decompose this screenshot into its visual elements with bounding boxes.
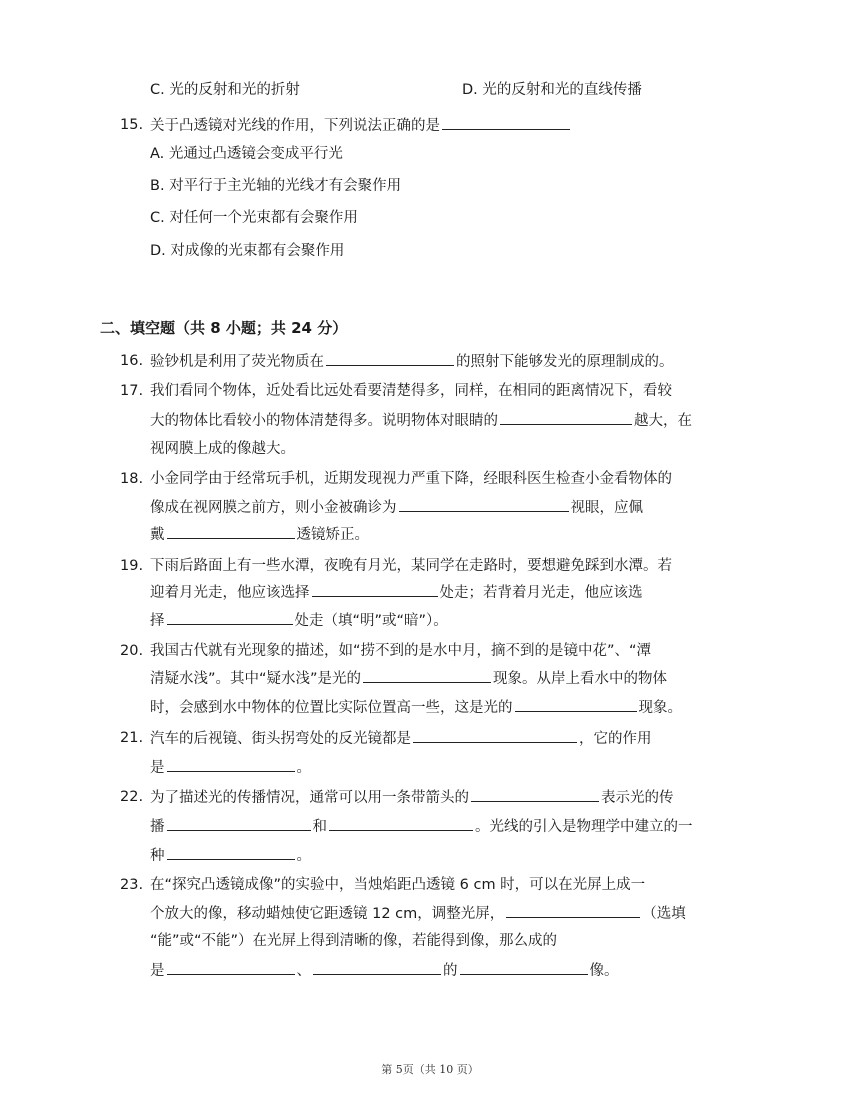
q23-line4 [150, 960, 619, 981]
q22-line2-b: 和 [312, 819, 327, 835]
q21-blank-2[interactable] [167, 757, 295, 772]
q22-blank-3[interactable] [329, 816, 473, 831]
q20-line2-b: 现象。从岸上看水中的物体 [493, 671, 668, 687]
q14-option-d: D. 光的反射和光的直线传播 [462, 82, 642, 98]
q17-line2-a: 大的物体比看较小的物体清楚得多。说明物体对眼睛的 [150, 413, 498, 429]
q23-blank-4[interactable] [460, 960, 588, 975]
q22-blank-4[interactable] [167, 845, 295, 860]
q21-line2-b: 。 [296, 760, 311, 776]
q18-line2-b: 视眼，应佩 [570, 500, 643, 516]
q23-blank-3[interactable] [313, 960, 441, 975]
q15-option-c: C. 对任何一个光束都有会聚作用 [150, 210, 358, 226]
q22-line3-a: 种 [150, 848, 165, 864]
q15-option-a: A. 光通过凸透镜会变成平行光 [150, 146, 343, 162]
q18-line1: 小金同学由于经常玩手机，近期发现视力严重下降，经眼科医生检查小金看物体的 [150, 471, 672, 487]
q23-blank-2[interactable] [167, 960, 295, 975]
q23-line1: 在“探究凸透镜成像”的实验中，当烛焰距凸透镜 6 cm 时，可以在光屏上成一 [150, 877, 646, 893]
q18-number: 18. [120, 471, 144, 487]
q17-number: 17. [120, 383, 144, 399]
q15-number: 15. [120, 117, 144, 133]
q21-line2 [150, 757, 311, 778]
q22-line1-b: 表示光的传 [601, 790, 674, 806]
q17-blank[interactable] [500, 410, 632, 425]
q16-part2: 的照射下能够发光的原理制成的。 [456, 354, 674, 370]
q16-part1: 验钞机是利用了荧光物质在 [150, 354, 324, 370]
q19-line2-b: 处走；若背着月光走，他应该选 [439, 585, 643, 601]
page-footer: 第 5页（共 10 页） [381, 1063, 479, 1076]
q16-text [150, 351, 674, 372]
q22-line2 [150, 816, 693, 837]
q20-blank-1[interactable] [363, 668, 491, 683]
q14-option-c: C. 光的反射和光的折射 [150, 82, 300, 98]
q20-line1: 我国古代就有光现象的描述，如“捞不到的是水中月，摘不到的是镜中花”、“潭 [150, 643, 652, 659]
q23-line4-d: 像。 [589, 963, 619, 979]
q16-number: 16. [120, 353, 144, 369]
q18-line3-b: 透镜矫正。 [296, 527, 369, 543]
q23-line4-c: 的 [443, 963, 458, 979]
q23-line2-a: 个放大的像，移动蜡烛使它距透镜 12 cm，调整光屏， [150, 906, 505, 922]
q15-option-b: B. 对平行于主光轴的光线才有会聚作用 [150, 178, 402, 194]
q22-line3-b: 。 [296, 848, 311, 864]
q15-stem-text: 关于凸透镜对光线的作用，下列说法正确的是 [150, 118, 440, 134]
q18-line3-a: 戴 [150, 527, 165, 543]
q15-option-d: D. 对成像的光束都有会聚作用 [150, 243, 345, 259]
q20-line2 [150, 668, 667, 689]
q20-line3-a: 时，会感到水中物体的位置比实际位置高一些，这是光的 [150, 700, 513, 716]
q18-line3 [150, 524, 369, 545]
q22-line2-c: 。光线的引入是物理学中建立的一 [475, 819, 693, 835]
q18-line2 [150, 497, 643, 518]
q21-line1 [150, 728, 652, 749]
q19-line2 [150, 582, 643, 603]
q22-number: 22. [120, 789, 144, 805]
q23-blank-1[interactable] [506, 903, 640, 918]
q21-line1-a: 汽车的后视镜、街头拐弯处的反光镜都是 [150, 731, 411, 747]
q22-line1 [150, 787, 674, 808]
q18-line2-a: 像成在视网膜之前方，则小金被确诊为 [150, 500, 397, 516]
q21-number: 21. [120, 730, 144, 746]
q17-line2-b: 越大，在 [634, 413, 692, 429]
q19-line1: 下雨后路面上有一些水潭，夜晚有月光，某同学在走路时，要想避免踩到水潭。若 [150, 558, 672, 574]
q22-line2-a: 播 [150, 819, 165, 835]
q23-line2-b: （选填 [642, 906, 686, 922]
q18-blank-2[interactable] [167, 524, 295, 539]
q19-number: 19. [120, 558, 144, 574]
q22-blank-1[interactable] [471, 787, 599, 802]
q19-line3-a: 择 [150, 613, 165, 629]
q17-line3: 视网膜上成的像越大。 [150, 441, 295, 457]
q15-stem [150, 115, 572, 136]
q16-blank[interactable] [326, 351, 454, 366]
q17-line1: 我们看同个物体，近处看比远处看要清楚得多，同样，在相同的距离情况下，看较 [150, 383, 672, 399]
q18-blank-1[interactable] [399, 497, 569, 512]
q22-blank-2[interactable] [167, 816, 311, 831]
q21-line2-a: 是 [150, 760, 165, 776]
q15-answer-blank[interactable] [442, 115, 570, 130]
q23-line4-a: 是 [150, 963, 165, 979]
q22-line3 [150, 845, 311, 866]
q21-line1-b: ，它的作用 [579, 731, 652, 747]
q20-line3 [150, 697, 682, 718]
q19-line3-b: 处走（填“明”或“暗”）。 [294, 613, 448, 629]
q20-line2-a: 清疑水浅”。其中“疑水浅”是光的 [150, 671, 362, 687]
q20-blank-2[interactable] [515, 697, 637, 712]
q19-blank-2[interactable] [167, 610, 293, 625]
q20-line3-b: 现象。 [638, 700, 682, 716]
q23-number: 23. [120, 877, 144, 893]
q19-blank-1[interactable] [312, 582, 438, 597]
q22-line1-a: 为了描述光的传播情况，通常可以用一条带箭头的 [150, 790, 469, 806]
q23-line2 [150, 903, 686, 924]
q19-line3 [150, 610, 448, 631]
q21-blank-1[interactable] [413, 728, 577, 743]
q23-line3: “能”或“不能”）在光屏上得到清晰的像，若能得到像，那么成的 [150, 933, 558, 949]
section-heading: 二、填空题（共 8 小题；共 24 分） [100, 319, 348, 337]
q17-line2 [150, 410, 692, 431]
q19-line2-a: 迎着月光走，他应该选择 [150, 585, 310, 601]
q20-number: 20. [120, 643, 144, 659]
q23-line4-b: 、 [296, 963, 311, 979]
